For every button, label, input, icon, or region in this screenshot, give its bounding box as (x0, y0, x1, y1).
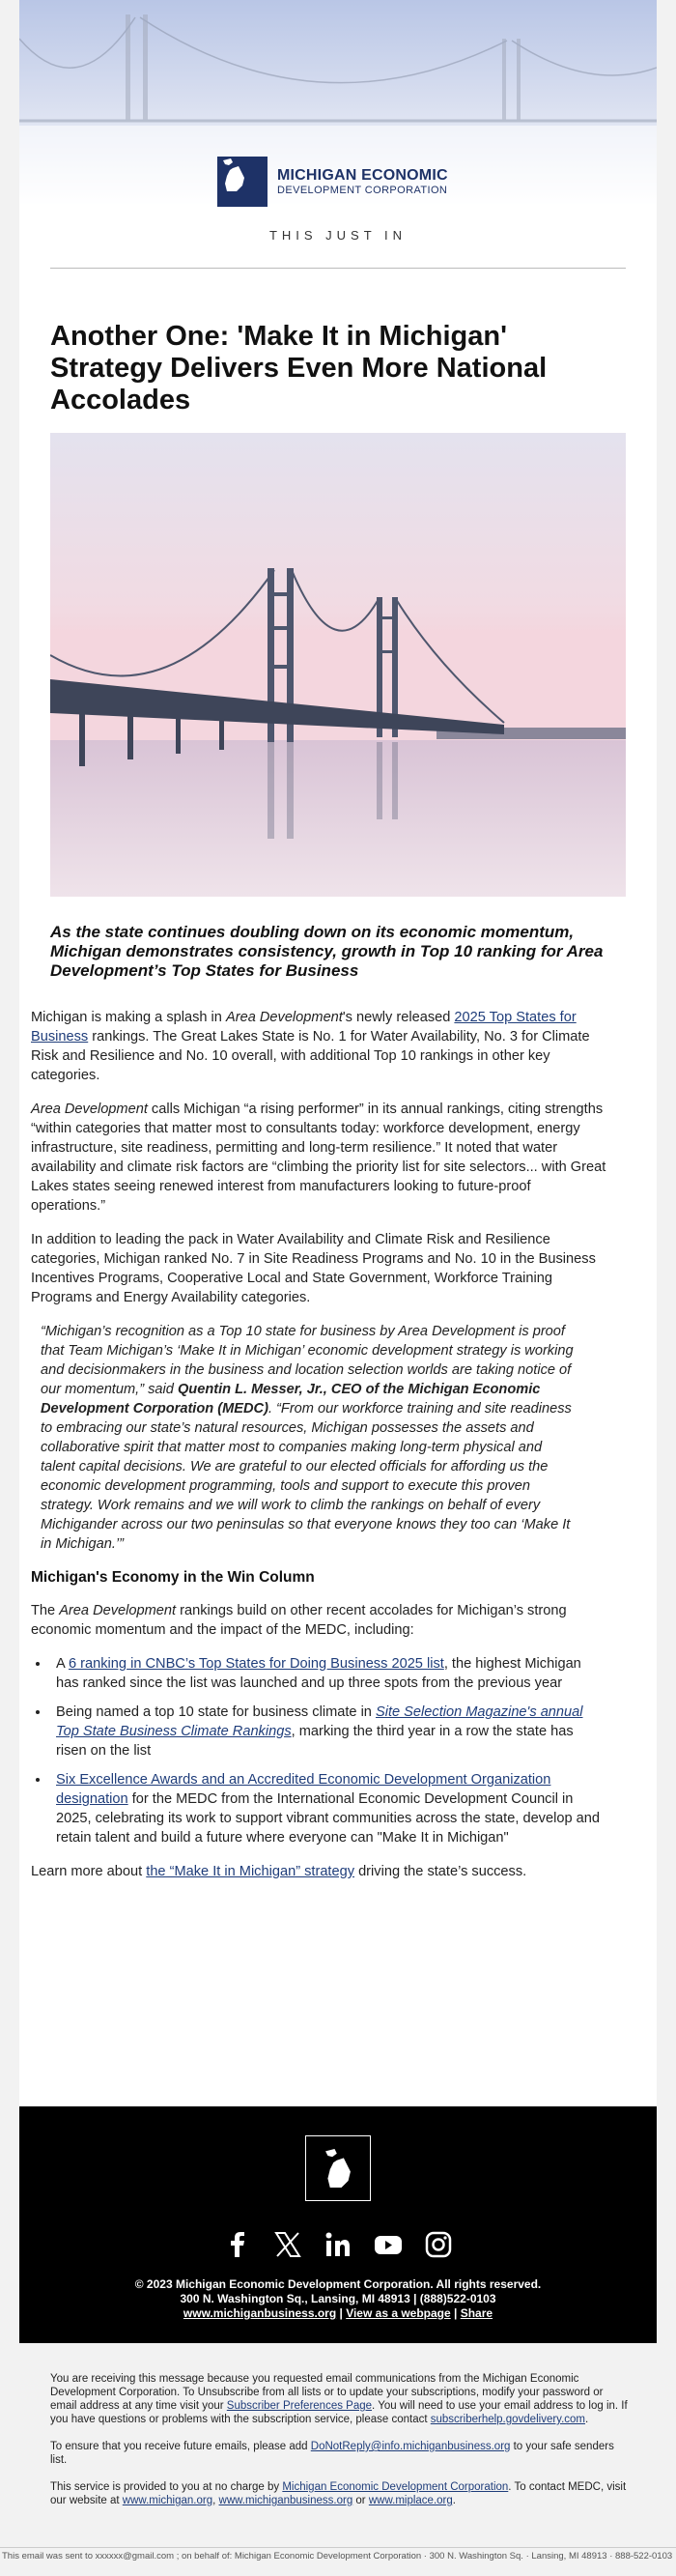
service-notice: This service is provided to you at no charge by Michigan Economic Development Corporation. To contact MEDC, visit our website at www.michigan.org, www.michiganbusiness.org or www.miplace.org. (50, 2481, 627, 2506)
donotreply-email-link[interactable]: DoNotReply@info.michiganbusiness.org (310, 2441, 511, 2452)
safe-senders-notice: To ensure that you receive future emails, please add DoNotReply@info.michiganbusiness.org to your safe senders list. (50, 2441, 614, 2466)
x-icon[interactable] (273, 2230, 302, 2259)
subscription-notice: You are receiving this message because you requested email communications from the Michigan Economic Development Corporation. To Unsubscribe from all lists or to update your subscriptions, modify your password or email address at any time visit your Subscriber Preferences Page. You will need to use your email address to log in. If you have questions or problems with the subscription service, please contact subscriberhelp.govdelivery.com. (50, 2373, 628, 2425)
site-selection-link[interactable]: Site Selection Magazine's annual Top State Business Climate Rankings (56, 1704, 583, 1739)
paragraph-2: Area Development calls Michigan “a rising performer” in its annual rankings, citing strengths “within categories that matter most to consultants today: workforce development, energy infrastructure, site readiness, permitting and long-term resilience.” It noted that water availability and climate risk factors are “climbing the priority list for site selectors... with Great Lakes states seeing renewed interest from manufacturers looking to future-proof operations.” (31, 1102, 606, 1214)
article-headline: Another One: 'Make It in Michigan' Strategy Delivers Even More National Accolades (50, 321, 548, 415)
brand-line-1: MICHIGAN ECONOMIC (277, 167, 448, 184)
brand-line-2: DEVELOPMENT CORPORATION (277, 185, 448, 196)
list-item: • A 6 ranking in CNBC’s Top States for Doing Business 2025 list, the highest Michigan has ranked since the list was launched and up three spots from the previous year (50, 1654, 606, 1693)
sent-to-notice: This email was sent to xxxxxx@gmail.com ; on behalf of: Michigan Economic Development Corporation · 300 N. Washington Sq. · Lansing, MI 48913 · 888-522-0103 (2, 2551, 673, 2562)
michiganbusiness-link[interactable]: www.michiganbusiness.org (218, 2495, 353, 2506)
this-just-in-label: THIS JUST IN (268, 228, 408, 243)
footer-info: © 2023 Michigan Economic Development Corporation. All rights reserved. 300 N. Washington Sq., Lansing, MI 48913 | (888)522-0103 www.michiganbusiness.org | View as a webpage | Share (134, 2277, 542, 2320)
footer (19, 2106, 657, 2343)
share-link[interactable]: Share (460, 2306, 493, 2320)
divider (0, 2547, 676, 2548)
youtube-icon[interactable] (374, 2230, 403, 2259)
paragraph-4: The Area Development rankings build on other recent accolades for Michigan’s strong economic momentum and the impact of the MEDC, including: (31, 1603, 567, 1638)
medc-link[interactable]: Michigan Economic Development Corporation (282, 2481, 509, 2493)
article-body (31, 1008, 606, 1896)
paragraph-3: In addition to leading the pack in Water Availability and Climate Risk and Resilience categories, Michigan ranked No. 7 in Site Readiness Programs and No. 10 in the Business Incentives Programs, Cooperative Local and State Government, Workforce Training Programs and Energy Availability categories. (31, 1232, 596, 1305)
medc-logo[interactable] (217, 157, 448, 207)
section-heading: Michigan's Economy in the Win Column (31, 1569, 315, 1586)
list-item: • Being named a top 10 state for business climate in Site Selection Magazine's annual Top State Business Climate Rankings, marking the third year in a row the state has risen on the list (50, 1703, 606, 1760)
instagram-icon[interactable] (424, 2230, 453, 2259)
list-item: • Six Excellence Awards and an Accredited Economic Development Organization designation for the MEDC from the International Economic Development Council in 2025, celebrating its work to support vibrant communities across the state, develop and retain talent and build a future where everyone can "Make It in Michigan" (50, 1770, 606, 1847)
copyright: © 2023 Michigan Economic Development Corporation. All rights reserved. (134, 2277, 542, 2291)
legal-notice (50, 2372, 630, 2521)
facebook-icon[interactable] (223, 2230, 252, 2259)
ceo-quote: “Michigan’s recognition as a Top 10 state for business by Area Development is proof that Team Michigan’s ‘Make It in Michigan’ economic development strategy is working and decisionmakers in the business and location selection worlds are taking notice of our momentum,” said Quentin L. Messer, Jr., CEO of the Michigan Economic Development Corporation (MEDC). “From our workforce training and site readiness to embracing our state’s natural resources, Michigan possesses the assets and collaborative spirit that matter most to companies making long-term physical and talent capital decisions. We are grateful to our elected officials for affording us the economic development programming, tools and support to execute this proven strategy. Work remains and we will work to climb the rankings on behalf of every Michigander across our two peninsulas so that everyone knows they too can ‘Make It in Michigan.’” (41, 1324, 574, 1552)
footer-address: 300 N. Washington Sq., Lansing, MI 48913 | (888)522-0103 (180, 2292, 496, 2305)
top-states-link[interactable]: 2025 Top States for Business (31, 1010, 577, 1045)
michigan-org-link[interactable]: www.michigan.org (122, 2495, 213, 2506)
social-links (19, 2230, 657, 2259)
view-as-webpage-link[interactable]: View as a webpage (346, 2306, 451, 2320)
subscriber-help-link[interactable]: subscriberhelp.govdelivery.com (430, 2414, 585, 2425)
michigan-logo-icon (217, 157, 268, 207)
paragraph-1: Michigan is making a splash in Area Development's newly released 2025 Top States for Business rankings. The Great Lakes State is No. 1 for Water Availability, No. 3 for Climate Risk and Resilience and No. 10 overall, with additional Top 10 rankings in other key categories. (31, 1010, 590, 1083)
linkedin-icon[interactable] (324, 2230, 352, 2259)
paragraph-5: Learn more about the “Make It in Michigan” strategy driving the state’s success. (31, 1864, 527, 1879)
mackinac-bridge-photo (50, 433, 626, 897)
miplace-link[interactable]: www.miplace.org (368, 2495, 453, 2506)
accolades-list (50, 1654, 606, 1847)
subscriber-preferences-link[interactable]: Subscriber Preferences Page (226, 2400, 373, 2412)
divider (50, 268, 626, 269)
footer-site-link[interactable]: www.michiganbusiness.org (183, 2306, 337, 2320)
cnbc-ranking-link[interactable]: 6 ranking in CNBC’s Top States for Doing Business 2025 list (68, 1656, 444, 1672)
strategy-link[interactable]: the “Make It in Michigan” strategy (146, 1864, 355, 1879)
hero-banner (19, 0, 657, 208)
michigan-logo-icon[interactable] (305, 2135, 371, 2201)
article-subhead: As the state continues doubling down on its economic momentum, Michigan demonstrates consistency, growth in Top 10 ranking for Area Development’s Top States for Business (50, 923, 604, 980)
excellence-awards-link[interactable]: Six Excellence Awards and an Accredited Economic Development Organization designation (56, 1772, 551, 1807)
